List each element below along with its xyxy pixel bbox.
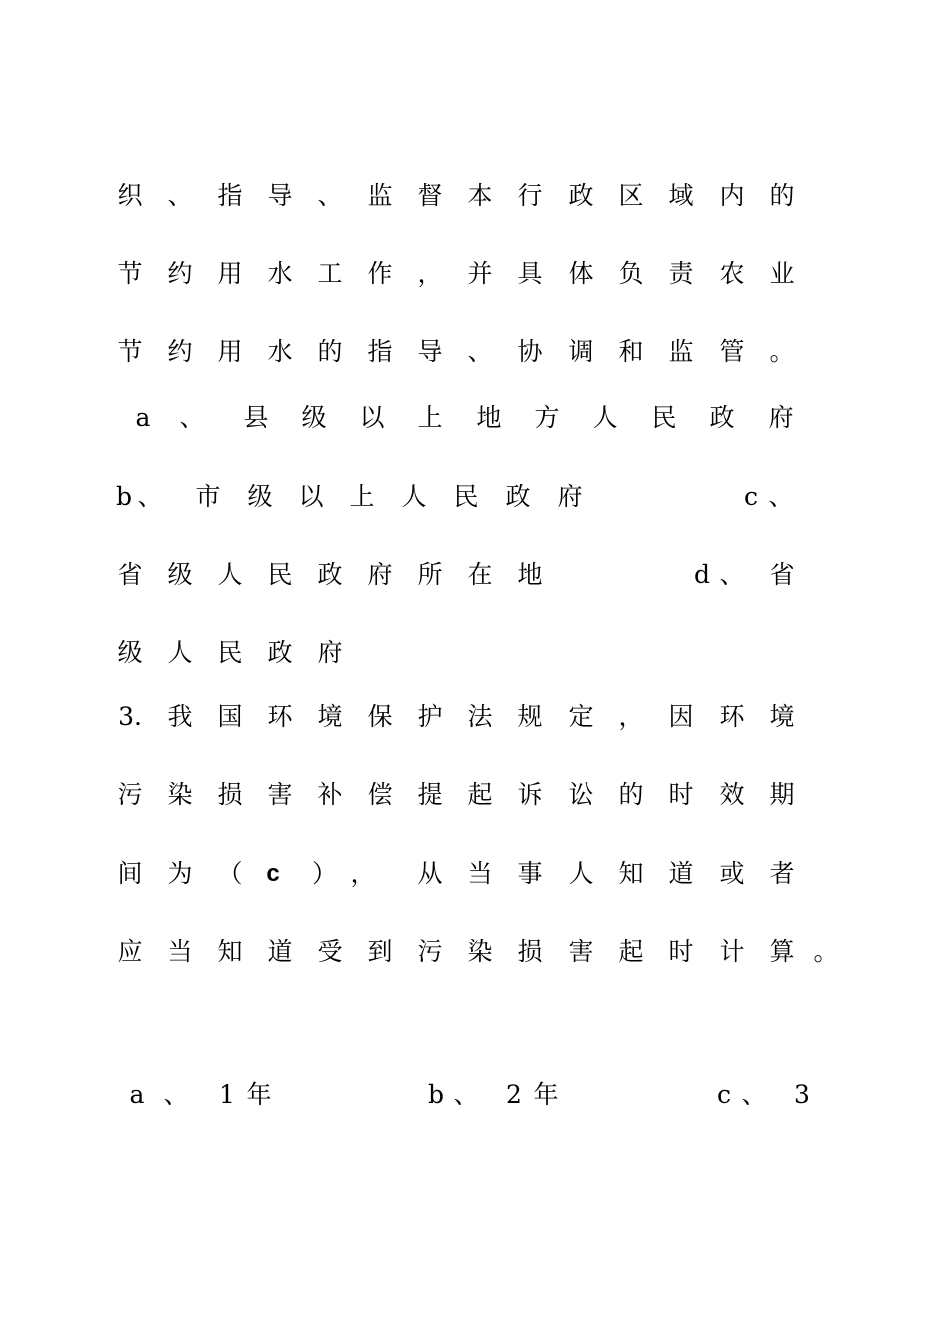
char: 算: [769, 937, 795, 966]
question-3-line-1: [0, 697, 950, 737]
char: 级: [247, 482, 273, 511]
char: 境: [317, 702, 343, 731]
char: b: [427, 1080, 444, 1109]
char: 年: [533, 1080, 559, 1109]
char: 省: [769, 560, 795, 589]
char: 知: [217, 937, 243, 966]
char: 污: [117, 780, 143, 809]
char: 责: [668, 259, 694, 288]
char: 损: [217, 780, 243, 809]
char: 政: [317, 560, 343, 589]
answer-letter: c: [266, 860, 280, 887]
char: ，: [417, 259, 443, 288]
char: 上: [349, 482, 375, 511]
char: 并: [467, 259, 493, 288]
char: 国: [217, 702, 243, 731]
char: 督: [417, 181, 443, 210]
char: 、: [453, 1080, 479, 1109]
option-line-c-d: [0, 555, 950, 595]
char: 应: [117, 937, 143, 966]
char: 节: [117, 337, 143, 366]
char: 政: [267, 638, 293, 667]
char: 业: [769, 259, 795, 288]
char: 到: [367, 937, 393, 966]
char: 、: [741, 1080, 767, 1109]
char: 织: [117, 181, 143, 210]
option-line-a: [0, 398, 950, 438]
char: 、: [163, 1080, 189, 1109]
char: 环: [719, 702, 745, 731]
char: 级: [167, 560, 193, 589]
char: 级: [117, 638, 143, 667]
char: 计: [719, 937, 745, 966]
char: 法: [467, 702, 493, 731]
char: 政: [709, 403, 735, 432]
char: 境: [769, 702, 795, 731]
char: 和: [618, 337, 644, 366]
char: 具: [517, 259, 543, 288]
char: 人: [217, 560, 243, 589]
char: 染: [167, 780, 193, 809]
text-line-2: [0, 254, 950, 294]
char: 地: [476, 403, 502, 432]
char: 民: [651, 403, 677, 432]
char: 的: [769, 181, 795, 210]
char: 当: [167, 937, 193, 966]
char: 定: [568, 702, 594, 731]
option-line-d-end: [0, 633, 950, 673]
char: 当: [467, 859, 493, 888]
option-line-b-c: [0, 477, 950, 517]
char: 民: [453, 482, 479, 511]
char: 用: [217, 259, 243, 288]
char: ），: [312, 859, 402, 888]
char: 。: [813, 937, 839, 966]
char: 、: [768, 482, 794, 511]
char: 省: [117, 560, 143, 589]
char: 调: [568, 337, 594, 366]
char: 者: [769, 859, 795, 888]
char: 府: [367, 560, 393, 589]
char: 我: [167, 702, 193, 731]
char: 环: [267, 702, 293, 731]
char: 行: [517, 181, 543, 210]
char: 期: [769, 780, 795, 809]
char: 人: [568, 859, 594, 888]
char: 水: [267, 337, 293, 366]
char: 效: [719, 780, 745, 809]
char: 染: [467, 937, 493, 966]
char: 府: [557, 482, 583, 511]
char: 为: [167, 859, 193, 888]
char: 作: [367, 259, 393, 288]
char: 规: [517, 702, 543, 731]
char: 偿: [367, 780, 393, 809]
char: c: [743, 482, 758, 511]
char: c: [716, 1080, 731, 1109]
char: 指: [217, 181, 243, 210]
char: 工: [317, 259, 343, 288]
char: 体: [568, 259, 594, 288]
char: 害: [267, 780, 293, 809]
char: 府: [768, 403, 794, 432]
char: 、: [317, 181, 343, 210]
char: 监: [668, 337, 694, 366]
char: 所: [417, 560, 443, 589]
char: 管: [719, 337, 745, 366]
char: 的: [317, 337, 343, 366]
char: 导: [417, 337, 443, 366]
char: 民: [217, 638, 243, 667]
char: 、: [467, 337, 493, 366]
char: 年: [246, 1080, 272, 1109]
char: 县: [243, 403, 269, 432]
char: 、: [179, 403, 205, 432]
char: 2: [506, 1080, 522, 1109]
char: 上: [417, 403, 443, 432]
question-3-line-2: [0, 775, 950, 815]
char: 因: [668, 702, 694, 731]
char: 府: [317, 638, 343, 667]
char: 人: [401, 482, 427, 511]
char: 、: [137, 482, 163, 511]
question-3-line-3: [0, 854, 950, 894]
char: 1: [219, 1080, 235, 1109]
char: 补: [317, 780, 343, 809]
char: 人: [167, 638, 193, 667]
char: 提: [417, 780, 443, 809]
text-line-1: [0, 176, 950, 216]
char: b: [115, 482, 132, 511]
char: 水: [267, 259, 293, 288]
char: 区: [618, 181, 644, 210]
char: 以: [298, 482, 324, 511]
char: a: [129, 1080, 145, 1109]
char: 间: [117, 859, 143, 888]
char: 约: [167, 337, 193, 366]
char: 、: [719, 560, 745, 589]
char: 负: [618, 259, 644, 288]
char: 节: [117, 259, 143, 288]
char: 政: [568, 181, 594, 210]
char: 级: [301, 403, 327, 432]
char: 事: [517, 859, 543, 888]
char: 内: [719, 181, 745, 210]
char: 本: [467, 181, 493, 210]
text-line-3: [0, 332, 950, 372]
char: 监: [367, 181, 393, 210]
char: 、: [167, 181, 193, 210]
char: 用: [217, 337, 243, 366]
char: 损: [517, 937, 543, 966]
char: 市: [195, 482, 221, 511]
char: ，: [618, 702, 644, 731]
char: 起: [467, 780, 493, 809]
char: 域: [668, 181, 694, 210]
char: 民: [267, 560, 293, 589]
char: 道: [267, 937, 293, 966]
char: 在: [467, 560, 493, 589]
char: 道: [668, 859, 694, 888]
char: 以: [359, 403, 385, 432]
char: 政: [505, 482, 531, 511]
char: 协: [517, 337, 543, 366]
char: 或: [719, 859, 745, 888]
char: 起: [618, 937, 644, 966]
char: 时: [668, 937, 694, 966]
char: 知: [618, 859, 644, 888]
question-number: 3.: [118, 702, 142, 731]
question-3-options: [0, 1075, 950, 1115]
char: 。: [769, 337, 795, 366]
char: 污: [417, 937, 443, 966]
char: 害: [568, 937, 594, 966]
char: 受: [317, 937, 343, 966]
char: a: [135, 403, 151, 432]
char: 3: [794, 1080, 810, 1109]
char: 约: [167, 259, 193, 288]
question-3-line-4: [0, 932, 950, 972]
char: 保: [367, 702, 393, 731]
char: 护: [417, 702, 443, 731]
char: （: [217, 859, 243, 888]
char: 诉: [517, 780, 543, 809]
char: 人: [592, 403, 618, 432]
char: d: [693, 560, 710, 589]
char: 导: [267, 181, 293, 210]
char: 方: [534, 403, 560, 432]
char: 农: [719, 259, 745, 288]
char: 的: [618, 780, 644, 809]
char: 从: [417, 859, 443, 888]
char: 指: [367, 337, 393, 366]
char: 时: [668, 780, 694, 809]
char: 讼: [568, 780, 594, 809]
char: 地: [517, 560, 543, 589]
